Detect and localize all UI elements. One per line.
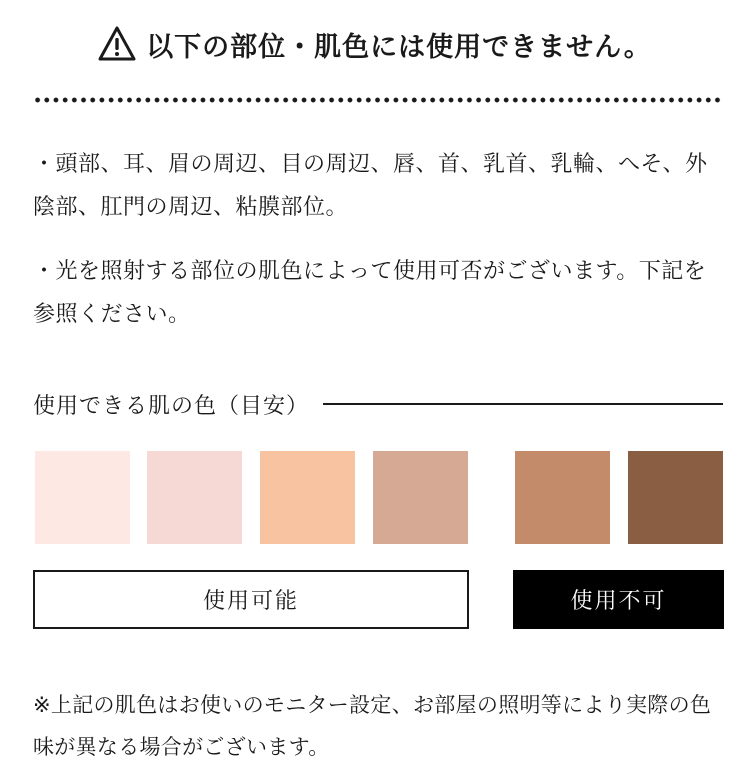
- unusable-swatch-2: [628, 451, 723, 544]
- notice-item-skin-tone: ・光を照射する部位の肌色によって使用可否がございます。下記を参照ください。: [33, 259, 707, 327]
- footnote: ※上記の肌色はお使いのモニター設定、お部屋の照明等により実際の色味が異なる場合がございます。: [33, 693, 712, 759]
- usable-swatch-1: [35, 451, 130, 544]
- warning-triangle-icon: [98, 25, 136, 63]
- notice-item-body-parts: ・頭部、耳、眉の周辺、目の周辺、唇、首、乳首、乳輪、へそ、外陰部、肛門の周辺、粘膜部位。: [33, 152, 708, 220]
- warning-heading: [0, 18, 750, 70]
- unusable-label-box: 使用不可: [513, 570, 724, 629]
- heading-text: 以下の部位・肌色には使用できません。: [146, 31, 652, 63]
- skin-color-section-title: 使用できる肌の色（目安）: [33, 393, 310, 419]
- skin-color-section-header: [33, 384, 723, 424]
- usable-swatch-3: [260, 451, 355, 544]
- unusable-swatch-1: [515, 451, 610, 544]
- usable-label-box: 使用可能: [33, 570, 469, 629]
- usable-swatch-4: [373, 451, 468, 544]
- section-rule: [323, 403, 723, 405]
- dotted-divider: [33, 97, 723, 103]
- usable-swatch-2: [147, 451, 242, 544]
